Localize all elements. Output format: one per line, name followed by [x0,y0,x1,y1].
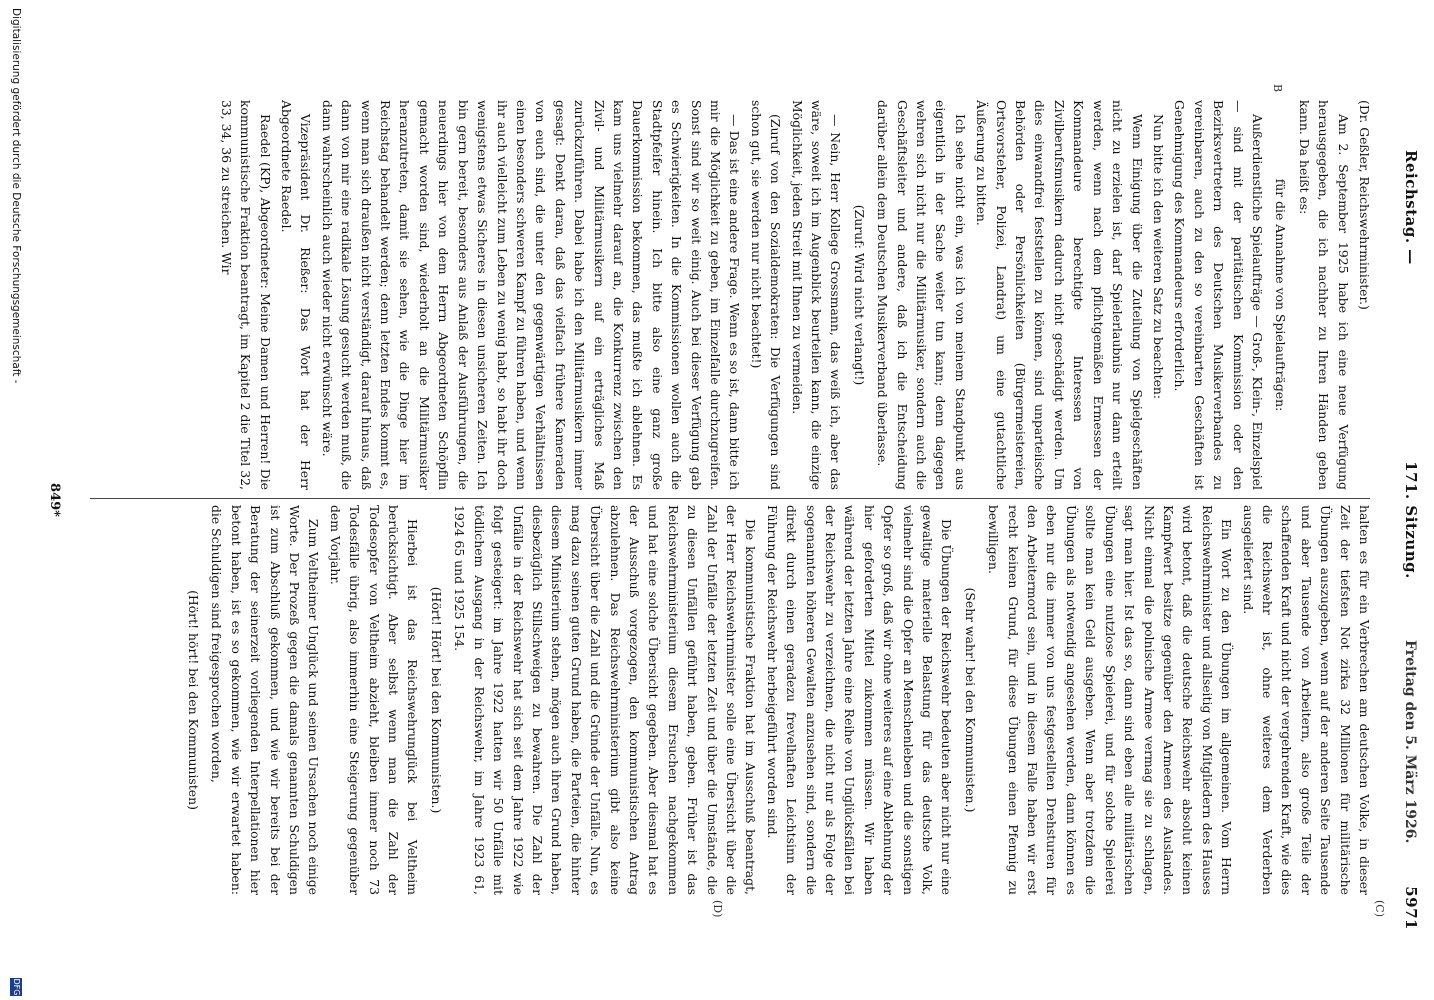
paragraph: Ich sehe nicht ein, was ich von meinem Standpunkt aus eigentlich in der Sache weiter tun kann; denn dagegen wehren sich nicht nur die Militärmusiker, sondern auch die Geschäftsleiter und andere, daß ich die Entscheidung darüber allein dem Deutschen Musikerverband überlasse. [875,100,968,490]
paragraph: Zum Veltheimer Unglück und seinen Ursachen noch einige Worte. Der Prozeß gegen die damals genannten Schuldigen ist zum Abschluß gekommen, und wie wir bereits bei der Beratung der seinerzeit vorliegenden Interpellationen hier betont haben, ist es so gekommen, wie wir erwartet haben: die Schuldigen sind freigesprochen worden, [209,505,322,895]
paragraph: (Hört! Hört! bei den Kommunisten.) [428,586,444,814]
paragraph: — Das ist eine andere Frage. Wenn es so ist, dann bitte ich mir die Möglichkeit zu geben, im Einzelfalle durchzugreifen. Sonst sind wir so weit einig. Auch bei dieser Verfügung gab es Schwierigkeiten. In die Kommissionen wollen auch die Stadtpfeifer hinein. Ich bitte also eine ganz große Dauerkommission bekommen, das mußte ich ablehnen. Es kam uns vielmehr darauf an, die Konkurrenz zwischen den Zivil- und Militärmusikern auf ein erträgliches Maß zurückzuführen. Dabei habe ich den Militärmusikern immer gesagt: Denkt daran, daß das vielfach frühere Kameraden von euch sind, die unter den gegenwärtigen Verhältnissen einen besonders schweren Kampf zu führen haben, und wenn ihr auch vielleicht zum Leben zu wenig habt, so habt ihr doch wenigstens etwas Sicheres in diesen unsicheren Zeiten. Ich bin gern bereit, besonders aus Anlaß der Ausführungen, die neuerdings hier von dem Herrn Abgeordneten Schöpflin gemacht worden sind, wiederholt an die Militärmusiker heranzutreten, damit sie sehen, wie die Dinge hier im Reichstag behandelt werden; denn letzten Endes kommt es, wenn man sich draußen nicht verständigt, darauf hinaus, daß dann von mir eine radikale Lösung gesucht werden muß, die dann wahrscheinlich auch wieder nicht erwünscht wäre. [319,100,743,490]
digitization-text: Digitalisierung gefördert durch die Deutsche Forschungsgemeinschaft - [10,8,22,384]
paragraph: Hierbei ist das Reichswehrunglück bei Veltheim berücksichtigt. Aber selbst wenn man die Zahl der Todesopfer von Veltheim abzieht, bleiben immer noch 73 Todesfälle übrig, also immerhin eine Steigerung gegenüber dem Vorjahr. [327,505,421,895]
text-column-left [74,100,1374,490]
margin-marker-b: B [1271,84,1284,93]
paragraph: Raedel (KP), Abgeordneter: Meine Damen und Herren! Die kommunistische Fraktion beantragt, im Kapitel 2 die Titel 32, 33, 34, 36 zu streichen. Wir [218,100,273,490]
paragraph: Wenn Einigung über die Zuteilung von Spielgeschäften nicht zu erzielen ist, darf Spielerlaubnis nur dann erteilt werden, wenn nach dem pflichtgemäßen Ermessen der Kommandeure berechtigte Interessen von Zivilberufsmusikern dadurch nicht geschädigt werden. Um dies einwandfrei feststellen zu können, sind unparteiische Behörden oder Persönlichkeiten (Bürgermeistereien, Ortsvorsteher, Polizei, Landrat) um eine gutachtliche Äußerung zu bitten. [974,100,1145,490]
header-center: 171. Sitzung. [1402,461,1420,579]
paragraph: Die Übungen der Reichswehr bedeuten aber nicht nur eine gewaltige materielle Belastung für das deutsche Volk, vielmehr sind die Opfer an Menschenleben und die sonstigen Opfer so groß, daß wir ohne weiteres auf eine Ablehnung der hier geforderten Mittel zukommen müssen. Wir haben während der letzten Jahre eine Reihe von Unglücksfällen bei der Reichswehr zu verzeichnen, die nicht nur als Folge der sogenannten höheren Gewalten anzusehen sind, sondern die direkt durch einen geradezu frevelhaften Leichtsinn der Führung der Reichswehr herbeigeführt worden sind. [764,505,955,895]
header-date: Freitag den 5. März 1926. [1402,640,1418,844]
paragraph: halten es für ein Verbrechen am deutschen Volke, in dieser Zeit der tiefsten Not zirka 32 Millionen für militärische Übungen auszugeben, wenn auf der anderen Seite Tausende und aber Tausende von Arbeitern, also große Teile der schaffenden Kraft und nicht der vergehrenden Kraft, wie dies die Reichswehr ist, ohne weiteres dem Verderben ausgeliefert sind. [1240,505,1372,895]
paragraph: (Sehr wahr! bei den Kommunisten.) [962,587,978,813]
paragraph: Nun bitte ich den weiteren Satz zu beachten: [1150,114,1166,400]
header-left: Reichstag. — [1402,150,1420,265]
margin-marker-d: (D) [711,900,724,918]
footer-page-mark: 849* [47,483,62,517]
paragraph: (Dr. Geßler, Reichswehrminister.) [1357,100,1372,310]
paragraph: Am 2. September 1925 habe ich eine neue Verfügung herausgegeben, die ich nachher zu Ihren Händen geben kann. Da heißt es: [1296,100,1351,490]
paragraph: Außerdienstliche Spielaufträge — Groß-, Klein-, Einzelspiel — sind mit der paritätischen Kommission oder den Bezirksvertretern des Deutschen Musikerverbandes zu vereinbaren, auch zu den so vereinbarten Geschäften ist Genehmigung des Kommandeurs erforderlich. [1172,100,1265,490]
paragraph: Die kommunistische Fraktion hat im Ausschuß beantragt, der Herr Reichswehrminister solle eine Übersicht über die Zahl der Unfälle der letzten Zeit und über die Umstände, die zu diesen Unfällen geführt haben, geben. Früher ist das Reichswehrministerium diesem Ersuchen nachgekommen und hat eine solche Übersicht gegeben. Aber diesmal hat es der Ausschuß vorgezogen, den kommunistischen Antrag abzulehnen. Das Reichswehrministerium gibt also keine Übersicht über die Zahl und die Gründe der Unfälle. Nun, es mag dazu seinen guten Grund haben, die Parteien, die hinter diesem Ministerium stehen, mögen auch ihren Grund haben, diesbezüglich Stillschweigen zu bewahren. Die Zahl der Unfälle in der Reichswehr hat sich seit dem Jahre 1922 wie folgt gesteigert: im Jahre 1922 hatten wir 50 Unfälle mit tödlichem Ausgang in der Reichswehr, im Jahre 1923 61, 1924 65 und 1925 154. [452,505,759,895]
digitization-note [6,0,24,1000]
column-divider [90,498,1370,499]
paragraph: (Hört! hört! bei den Kommunisten) [186,590,202,810]
paragraph: (Zuruf von den Sozialdemokraten: Die Verfügungen sind schon gut, sie werden nur nicht beachtet!) [748,100,784,490]
paragraph: Ein Wort zu den Übungen im allgemeinen. Vom Herrn Reichswehrminister und allseitig von Mitgliedern des Hauses wird betont, daß die deutsche Reichswehr absolut keinen Kampfwert besitze gegenüber den Armeen des Auslandes. Nicht einmal die polnische Armee vermag sie zu schlagen, sagt man hier. Ist das so, dann sind eben alle militärischen Übungen eine nutzlose Spielerei, und für solche Spielerei sollte man kein Geld ausgeben. Wenn aber trotzdem die Übungen als notwendig angesehen werden, dann können es eben nur die immer von uns festgestellten Drehsturen für den Arbeitermord sein, und in diesem Falle haben wir erst recht keinen Grund, für diese Übungen einen Pfennig zu bewilligen. [986,505,1235,895]
margin-marker-c: (C) [1373,900,1386,917]
paragraph: Vizepräsident Dr. Rießer: Das Wort hat der Herr Abgeordnete Raedel. [279,100,314,490]
paragraph: — Nein, Herr Kollege Grossmann, das weiß ich, aber das wäre, soweit ich im Augenblick beurteilen kann, die einzige Möglichkeit, jeden Streit mit Ihnen zu vermeiden. [789,100,844,490]
page-header [1388,0,1428,1000]
dfg-logo-icon: DFG [12,978,21,996]
header-page-number: 5971 [1402,886,1420,930]
paragraph: für die Annahme von Spielaufträgen: [1273,178,1289,412]
text-column-right [74,505,1374,895]
paragraph: (Zuruf: Wird nicht verlangt!) [851,204,867,386]
